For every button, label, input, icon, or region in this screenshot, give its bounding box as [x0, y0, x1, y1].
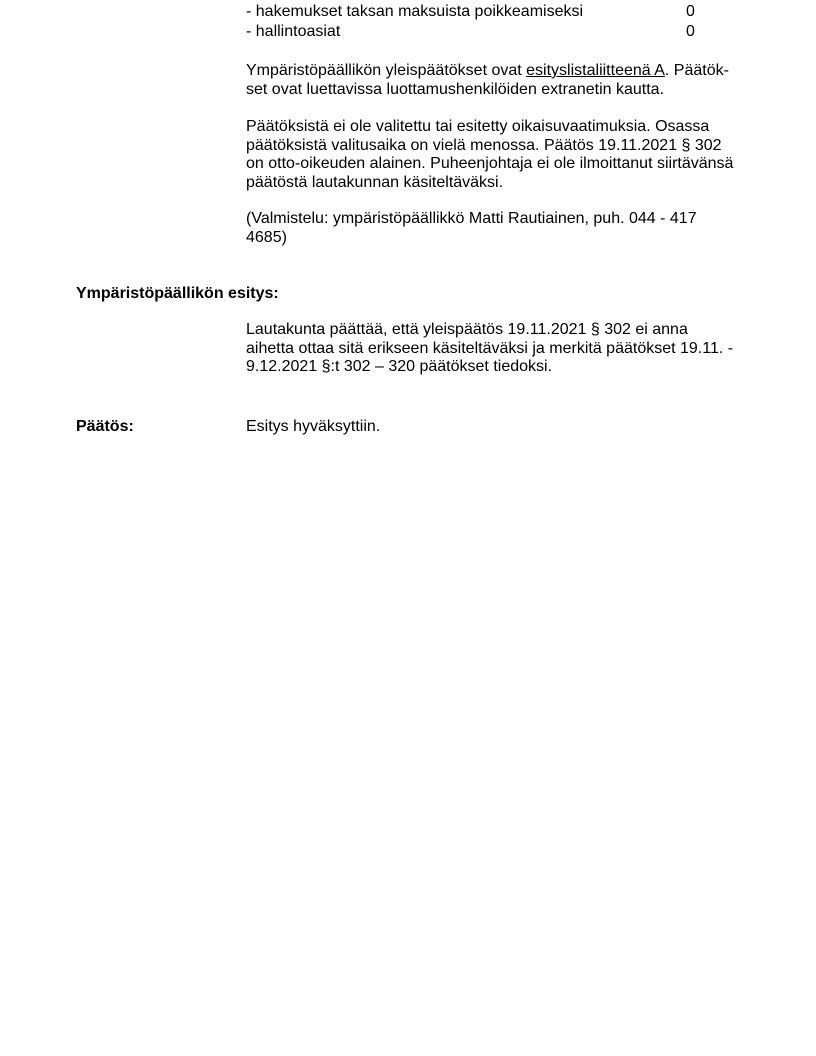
paragraph-line: päätöstä lautakunnan käsiteltäväksi.	[246, 173, 504, 191]
list-item-count: 0	[686, 23, 695, 40]
paragraph-line: Lautakunta päättää, että yleispäätös 19.11.2021 § 302 ei anna	[246, 321, 688, 338]
attachment-a-link[interactable]: esityslistaliitteenä A	[526, 62, 665, 79]
list-item-fee-exemption-applications	[246, 3, 706, 22]
proposal-heading: Ympäristöpäällikön esitys:	[76, 285, 279, 302]
paragraph-line: Ympäristöpäällikön yleispäätökset ovat esityslistaliitteenä A. Päätök-	[246, 62, 729, 79]
paragraph-line: päätöksistä valitusaika on vielä menossa. Päätös 19.11.2021 § 302	[246, 136, 722, 154]
paragraph-line: (Valmistelu: ympäristöpäällikkö Matti Rautiainen, puh. 044 - 417	[246, 210, 697, 227]
paragraph-appeals-status	[246, 118, 741, 192]
paragraph-line: aihetta ottaa sitä erikseen käsiteltäväksi ja merkitä päätökset 19.11. -	[246, 339, 734, 357]
paragraph-line: 4685)	[246, 228, 287, 246]
paragraph-general-decisions-extranet	[246, 62, 741, 99]
decision-heading: Päätös:	[76, 418, 134, 435]
list-item-count: 0	[686, 3, 695, 20]
paragraph-line: Esitys hyväksyttiin.	[246, 418, 381, 435]
paragraph-line: 9.12.2021 §:t 302 – 320 päätökset tiedoksi.	[246, 358, 553, 375]
list-item-label: - hakemukset taksan maksuista poikkeamiseksi	[246, 3, 584, 20]
proposal-text	[246, 321, 741, 377]
decision-text	[246, 418, 741, 437]
paragraph-line: set ovat luettavissa luottamushenkilöiden extranetin kautta.	[246, 80, 665, 98]
list-item-label: - hallintoasiat	[246, 23, 341, 40]
paragraph-line: on otto-oikeuden alainen. Puheenjohtaja ei ole ilmoittanut siirtävänsä	[246, 155, 734, 172]
list-item-administrative-matters	[246, 23, 706, 42]
paragraph-line: Päätöksistä ei ole valitettu tai esitetty oikaisuvaatimuksia. Osassa	[246, 118, 710, 135]
paragraph-preparer-contact	[246, 210, 741, 247]
